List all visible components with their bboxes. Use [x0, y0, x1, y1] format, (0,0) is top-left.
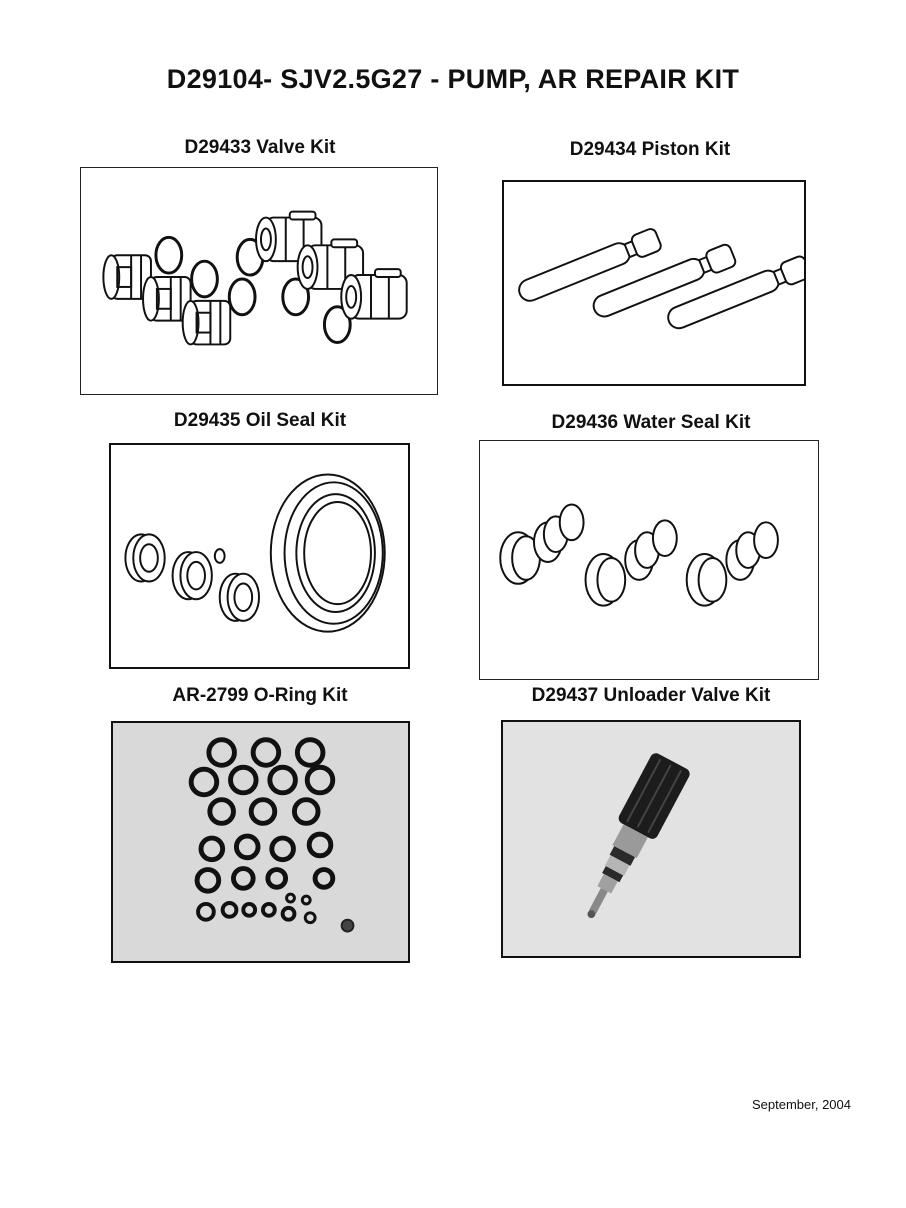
valve-kit-label: D29433 Valve Kit — [184, 137, 336, 158]
page-title: D29104- SJV2.5G27 - PUMP, AR REPAIR KIT — [166, 64, 740, 94]
valve-cage-large-3 — [341, 269, 406, 319]
publication-date: September, 2004 — [751, 1097, 851, 1112]
water-seal-set-1 — [500, 504, 583, 583]
oil-seal-small-3 — [220, 574, 259, 621]
valve-cage-small-3 — [183, 301, 231, 345]
oil-seal-large — [271, 474, 385, 631]
water-seal-kit-label: D29436 Water Seal Kit — [551, 412, 751, 433]
oil-seal-small-2 — [173, 552, 212, 599]
o-ring-kit-label: AR-2799 O-Ring Kit — [172, 685, 348, 706]
valve-kit-illustration — [80, 167, 438, 395]
water-seal-set-2 — [586, 520, 677, 605]
oil-seal-kit-label: D29435 Oil Seal Kit — [173, 410, 347, 431]
piston-kit-illustration — [502, 180, 806, 386]
unloader-valve — [570, 751, 691, 928]
unloader-valve-kit-photo — [501, 720, 801, 958]
oil-seal-kit-illustration — [109, 443, 410, 669]
oil-seal-small-1 — [125, 534, 164, 581]
unloader-valve-kit-label: D29437 Unloader Valve Kit — [531, 685, 771, 706]
water-seal-set-3 — [687, 522, 778, 605]
piston-kit-label: D29434 Piston Kit — [569, 139, 731, 160]
water-seal-kit-illustration — [479, 440, 819, 680]
o-ring-kit-photo — [111, 721, 410, 963]
ball-bearing — [342, 920, 354, 932]
o-ring-rows — [191, 740, 333, 923]
